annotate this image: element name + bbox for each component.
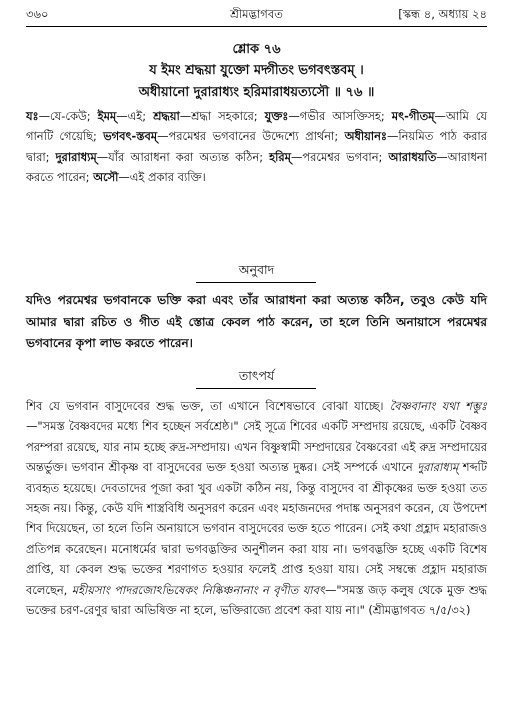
synonym-meaning: —যাঁর আরাধনা করা অত্যন্ত কঠিন; — [96, 149, 270, 164]
verse-line-2: অধীয়ানো দুরারাধ্যং হরিমারাধয়ত্যসৌ ॥ ৭৬ ॥ — [138, 85, 375, 100]
word-for-word-synonyms — [26, 106, 487, 188]
header-divider — [26, 26, 487, 27]
translation-heading-rule — [196, 282, 316, 283]
running-head — [26, 6, 487, 22]
synonym-meaning: —পরমেশ্বর ভগবানের উদ্দেশ্যে প্রার্থনা; — [157, 129, 345, 144]
purport-text — [26, 396, 487, 620]
synonym-word: ইমম্ — [97, 109, 117, 123]
synonym-meaning: —যে-কেউ; — [38, 109, 98, 123]
synonym-meaning: —আরাধনা করতে পারেন; — [26, 149, 487, 185]
translation-heading: অনুবাদ — [238, 262, 275, 277]
synonym-word: অসৌ — [93, 170, 119, 185]
synonym-meaning: —গভীর আসক্তিসহ; — [288, 109, 392, 123]
verse-block — [26, 40, 487, 104]
purport-heading: তাৎপর্য — [238, 368, 275, 383]
purport-quotation: বৈষ্ণবানাং যথা শম্ভুঃ — [389, 399, 487, 413]
synonym-word: যুক্তঃ — [264, 109, 289, 123]
book-title: শ্রীমদ্ভাগবত — [230, 7, 283, 21]
synonym-meaning: —শ্রদ্ধা সহকারে; — [179, 109, 265, 123]
synonym-meaning: —এই; — [116, 109, 154, 123]
verse-number: শ্লোক ৭৬ — [232, 42, 281, 57]
chapter-reference: [স্কন্ধ ৪, অধ্যায় ২৪ — [398, 7, 487, 21]
synonym-word: যঃ — [26, 109, 39, 123]
purport-quotation: দুরারাধ্যম্ — [417, 460, 459, 475]
translation-text: যদিও পরমেশ্বর ভগবানকে ভক্তি করা এবং তাঁর আরাধনা করা অত্যন্ত কঠিন, তবুও কেউ যদি আমার দ্বারা রচিত ও গীত এই স্তোত্র কেবল পাঠ করেন, তা হলে তিনি অনায়াসে পরমেশ্বর ভগবানের কৃপা লাভ করতে পারেন। — [26, 293, 487, 350]
synonym-word: অধীয়ানঃ — [344, 129, 387, 144]
synonym-word: দুরারাধ্যম্ — [55, 149, 97, 164]
purport-segment: —"সমস্ত বৈষ্ণবদের মধ্যে শিব হচ্ছেন সর্বশ্রেষ্ঠ।" সেই সূত্রে শিবের একটি সম্প্রদায় রয়েছে, একটি বৈষ্ণব পরম্পরা রয়েছে, যার নাম হচ্ছে রুদ্র-সম্প্রদায়। এখন বিষ্ণুস্বামী সম্প্রদায়ের বৈষ্ণবেরা এই রুদ্র সম্প্রদায়ের অন্তর্ভুক্ত। ভগবান শ্রীকৃষ্ণ বা বাসুদেবের ভক্ত হওয়া অত্যন্ত দুষ্কর। সেই সম্পর্কে এখানে — [26, 419, 487, 475]
synonym-word: শ্রদ্ধয়া — [153, 109, 180, 123]
verse-line-1: য ইমং শ্রদ্ধয়া যুক্তো মদ্গীতং ভগবৎস্তবম্ । — [149, 63, 364, 78]
synonym-meaning: —এই প্রকার ব্যক্তি। — [118, 170, 206, 185]
purport-segment: —"সমস্ত জড় কলুষ থেকে মুক্ত শুদ্ধ ভক্তের চরণ-রেণুর দ্বারা অভিষিক্ত না হলে, ভক্তিরাজ্যে প্রবেশ করা যায় না।" (শ্রীমদ্ভাগবত ৭/৫/৩২) — [26, 582, 487, 618]
synonym-word: ভগবৎ-স্তবম্ — [103, 129, 158, 144]
synonym-meaning: —আমি যে গানটি গেয়েছি; — [26, 109, 487, 144]
synonym-meaning: —পরমেশ্বর ভগবান; — [290, 149, 389, 164]
page-number: ৩৬০ — [26, 7, 49, 21]
synonym-word: আরাধয়তি — [388, 149, 437, 164]
synonym-word: হরিম্ — [269, 149, 291, 164]
synonym-meaning: —নিয়মিত পাঠ করার দ্বারা; — [26, 129, 487, 164]
purport-segment: শিব যে ভগবান বাসুদেবের শুদ্ধ ভক্ত, তা এখানে বিশেষভাবে বোঝা যাচ্ছে। — [26, 399, 390, 413]
purport-quotation: মহীয়সাং পাদরজোঽভিষেকং নিষ্কিঞ্চনানাং ন বৃণীত যাবৎ — [71, 582, 326, 597]
purport-segment: শব্দটি ব্যবহৃত হয়েছে। দেবতাদের পূজা করা খুব একটা কঠিন নয়, কিন্তু বাসুদেব বা শ্রীকৃষ্ণের ভক্ত হওয়া তত সহজ নয়। কিন্তু, কেউ যদি শাস্ত্রবিধি অনুসরণ করেন এবং মহাজনদের পদাঙ্ক অনুসরণ করেন, যে উপদেশ শিব দিয়েছেন, তা হলে তিনি অনায়াসে ভগবান বাসুদেবের ভক্ত হতে পারেন। সেই কথা প্রহ্লাদ মহারাজও প্রতিপন্ন করেছেন। মনোধর্মের দ্বারা ভগবদ্ভক্তির অনুশীলন করা যায় না। ভগবদ্ভক্তি হচ্ছে একটি বিশেষ প্রাপ্তি, যা কেবল শুদ্ধ ভক্তের শরণাগত হওয়ার ফলেই প্রাপ্ত হওয়া যায়। সেই সম্বন্ধে প্রহ্লাদ মহারাজ বলেছেন, — [26, 460, 487, 597]
synonym-word: মৎ-গীতম্ — [391, 109, 435, 123]
purport-heading-rule — [196, 388, 316, 389]
